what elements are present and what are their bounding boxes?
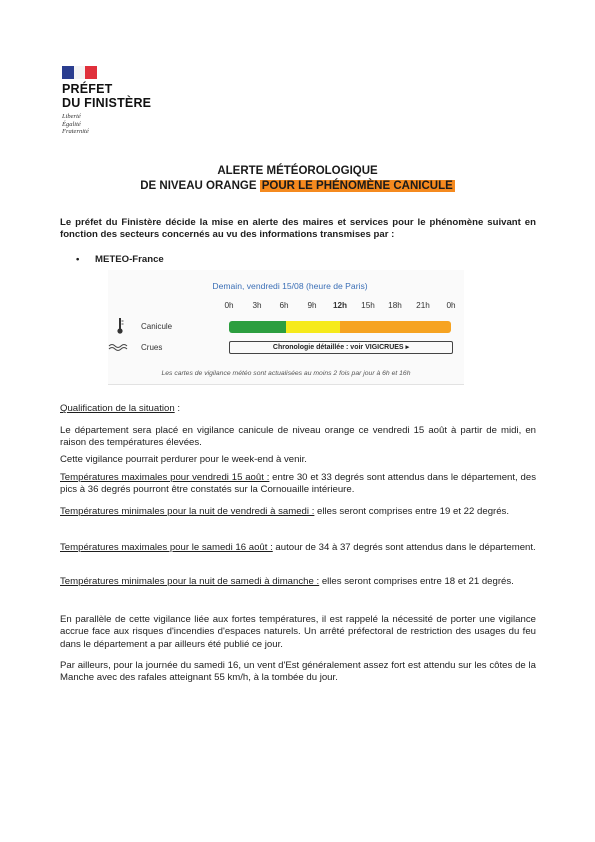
prefecture-name — [62, 83, 151, 110]
paragraph-max-friday — [60, 472, 536, 497]
hour-label: 0h — [446, 301, 456, 310]
hour-label: 6h — [279, 301, 289, 310]
hour-label: 0h — [224, 301, 234, 310]
max-saturday-text: autour de 34 à 37 degrés sont attendus dans le département. — [272, 542, 536, 553]
hour-label: 21h — [416, 301, 430, 310]
hour-label: 3h — [252, 301, 262, 310]
paragraph-max-saturday — [60, 542, 536, 554]
alert-title-line-1: ALERTE MÉTÉOROLOGIQUE — [217, 165, 378, 177]
max-friday-label: Températures maximales pour vendredi 15 août : — [60, 472, 270, 483]
max-friday-text: entre 30 et 33 degrés sont attendus dans le département, des pics à 36 degrés pourront être constatés sur la Cornouaille intérieure. — [60, 472, 536, 496]
thermometer-icon — [115, 318, 125, 334]
alert-title-highlight: POUR LE PHÉNOMÈNE CANICULE — [261, 179, 453, 192]
hour-label: 18h — [388, 301, 402, 310]
canicule-segment-yellow — [286, 321, 340, 333]
vigilance-date: Demain, vendredi 15/08 (heure de Paris) — [212, 281, 368, 291]
canicule-label: Canicule — [141, 322, 173, 331]
motto-liberte: Liberté — [62, 113, 81, 120]
paragraph-weekend: Cette vigilance pourrait perdurer pour le week-end à venir. — [60, 454, 307, 465]
prefecture-line-1: PRÉFET — [62, 82, 113, 96]
qualification-heading-colon: : — [174, 403, 181, 414]
marianne-logo — [62, 66, 97, 79]
flood-waves-icon — [108, 342, 130, 352]
paragraph-min-saturday-night — [60, 576, 536, 588]
alert-title — [0, 164, 595, 193]
vigicrues-brand: VIGICRUES — [365, 344, 404, 351]
paragraph-vigilance-orange: Le département sera placé en vigilance canicule de niveau orange ce vendredi 15 août à partir de midi, en raison des températures élevées. — [60, 425, 536, 449]
republic-motto — [62, 113, 89, 136]
source-name: METEO-France — [95, 254, 164, 265]
min-saturday-label: Températures minimales pour la nuit de samedi à dimanche : — [60, 576, 320, 587]
vigicrues-button-text: Chronologie détaillée : voir — [272, 344, 364, 351]
min-saturday-text: elles seront comprises entre 18 et 21 degrés. — [319, 576, 514, 587]
qualification-heading-text: Qualification de la situation — [60, 403, 175, 414]
motto-fraternite: Fraternité — [62, 128, 89, 135]
hour-label: 9h — [307, 301, 317, 310]
canicule-segment-green — [229, 321, 286, 333]
min-friday-text: elles seront comprises entre 19 et 22 degrés. — [314, 506, 510, 517]
paragraph-wildfire-risk: En parallèle de cette vigilance liée aux fortes températures, il est rappelé la nécessité de porter une vigilance accrue face aux risques d'incendies d'espaces naturels. Un arrêté préfectoral de restriction des usages du feu dans le département a par ailleurs été publié ce jour. — [60, 614, 536, 650]
prefecture-line-2: DU FINISTÈRE — [62, 95, 152, 110]
intro-paragraph: Le préfet du Finistère décide la mise en alerte des maires et services pour le phénomène suivant en fonction des secteurs concernés au vu des informations transmises par : — [60, 217, 536, 241]
paragraph-east-wind: Par ailleurs, pour la journée du samedi 16, un vent d'Est généralement assez fort est attendu sur les côtes de la Manche avec des rafales atteignant 55 km/h, à la tombée du jour. — [60, 660, 536, 684]
vigicrues-link-button[interactable] — [229, 341, 453, 354]
hour-label: 15h — [361, 301, 375, 310]
canicule-segment-orange — [340, 321, 451, 333]
canicule-timeline-bar — [229, 321, 451, 333]
motto-egalite: Égalité — [62, 120, 81, 128]
chevron-right-icon: ▸ — [405, 344, 410, 351]
vigilance-update-note: Les cartes de vigilance météo sont actualisées au moins 2 fois par jour à 6h et 16h — [161, 370, 411, 377]
max-saturday-label: Températures maximales pour le samedi 16 août : — [60, 542, 273, 553]
bullet-marker: • — [76, 254, 80, 265]
qualification-heading — [60, 403, 536, 415]
min-friday-label: Températures minimales pour la nuit de vendredi à samedi : — [60, 506, 315, 517]
paragraph-min-friday-night — [60, 506, 536, 518]
crues-label: Crues — [141, 343, 163, 352]
alert-title-line-2 — [0, 179, 595, 194]
alert-title-prefix: DE NIVEAU ORANGE — [140, 179, 257, 192]
hour-label: 12h — [332, 301, 348, 310]
